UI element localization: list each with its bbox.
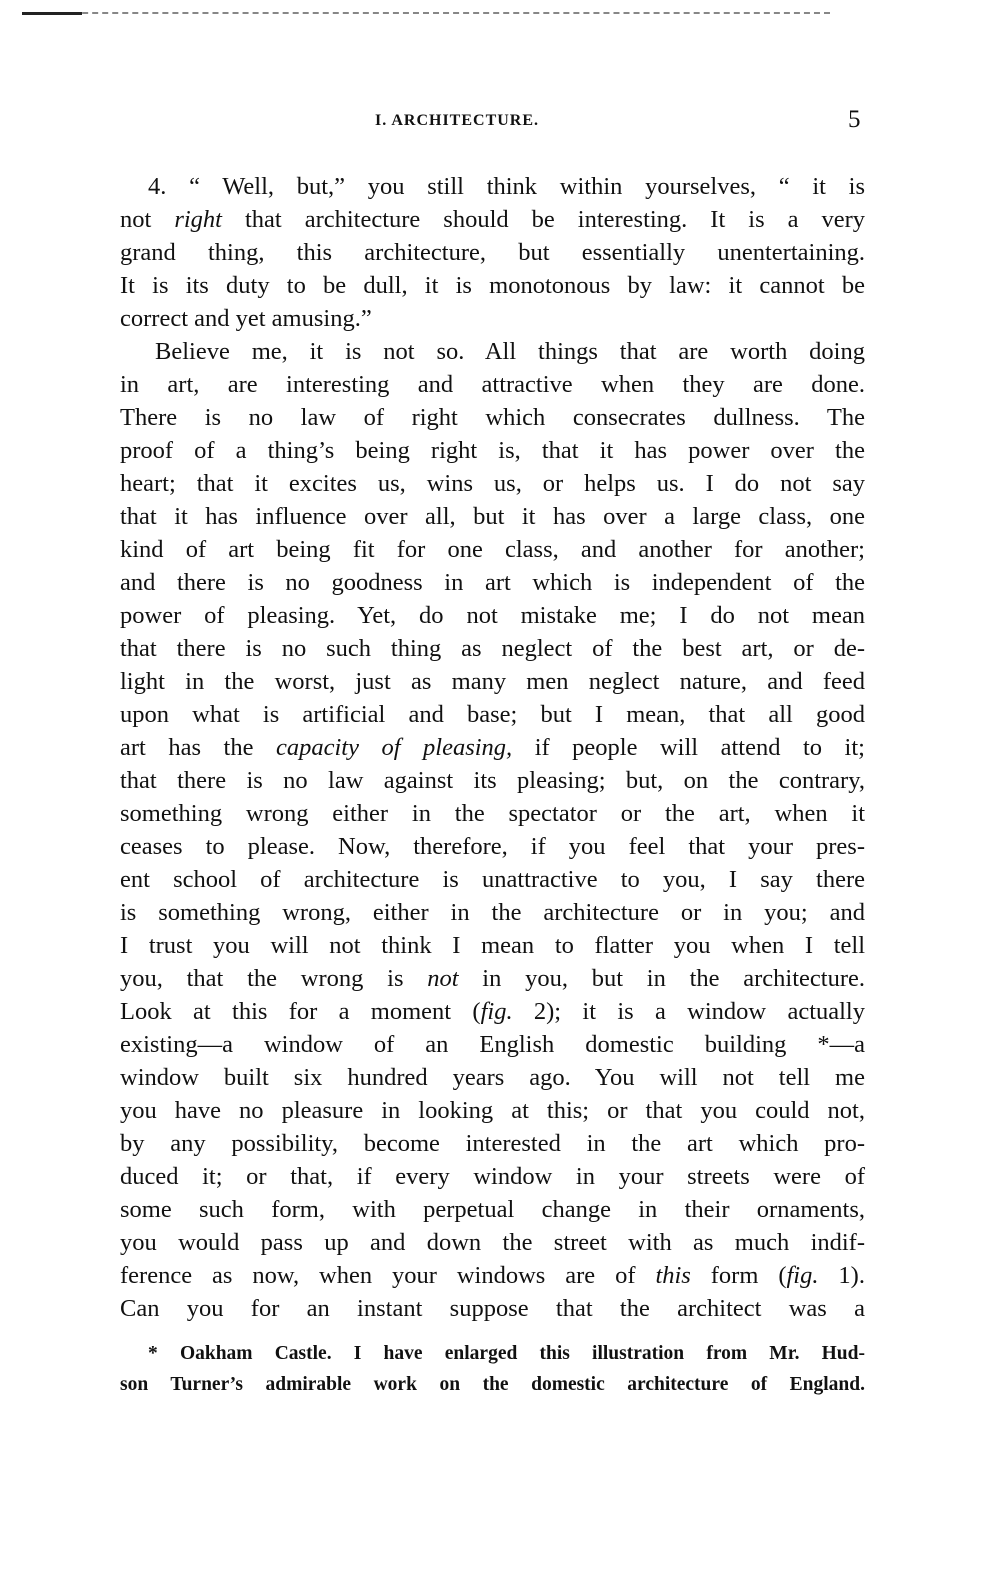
text-segment: 2); it is a window actually xyxy=(512,998,865,1025)
text-segment: that there is no law against its pleasing; but, on the contrary, xyxy=(120,767,865,794)
text-segment: something wrong either in the spectator or the art, when it xyxy=(120,800,865,827)
text-segment: proof of a thing’s being right is, that it has power over the xyxy=(120,437,865,464)
italic-text: capacity of pleasing, xyxy=(275,734,513,761)
text-segment: light in the worst, just as many men neglect nature, and feed xyxy=(120,668,865,695)
text-segment: art has the xyxy=(120,734,276,761)
text-line xyxy=(120,1160,865,1193)
text-line xyxy=(120,599,865,632)
italic-text: right xyxy=(174,206,222,233)
italic-text: fig. xyxy=(480,998,513,1025)
text-segment: kind of art being fit for one class, and another for another; xyxy=(120,536,865,563)
text-segment: in art, are interesting and attractive when they are done. xyxy=(120,371,865,398)
text-line xyxy=(120,401,865,434)
text-line xyxy=(120,302,865,335)
text-segment: correct and yet amusing.” xyxy=(120,305,372,332)
text-segment: form ( xyxy=(690,1262,787,1289)
text-segment: power of pleasing. Yet, do not mistake me; I do not mean xyxy=(120,602,865,629)
text-segment: if people will attend to it; xyxy=(512,734,865,761)
text-line xyxy=(120,797,865,830)
text-segment: that it has influence over all, but it has over a large class, one xyxy=(120,503,865,530)
footnote-line xyxy=(120,1338,865,1369)
text-segment: you have no pleasure in looking at this; or that you could not, xyxy=(120,1097,865,1124)
text-segment: ceases to please. Now, therefore, if you feel that your pres- xyxy=(120,833,865,860)
text-segment: in you, but in the architecture. xyxy=(458,965,865,992)
scan-artifact-line xyxy=(22,12,830,14)
text-segment: I trust you will not think I mean to flatter you when I tell xyxy=(120,932,865,959)
text-segment: Can you for an instant suppose that the architect was a xyxy=(120,1295,865,1322)
text-line xyxy=(120,434,865,467)
text-line xyxy=(120,1094,865,1127)
text-segment: by any possibility, become interested in the art which pro- xyxy=(120,1130,865,1157)
text-line xyxy=(120,566,865,599)
text-line xyxy=(120,500,865,533)
text-segment: is something wrong, either in the architecture or in you; and xyxy=(120,899,865,926)
scan-artifact-mark xyxy=(22,12,82,15)
text-line xyxy=(120,863,865,896)
body-text xyxy=(120,170,865,1325)
text-line xyxy=(120,764,865,797)
italic-text: fig. xyxy=(786,1262,819,1289)
text-line xyxy=(120,962,865,995)
text-segment: upon what is artificial and base; but I mean, that all good xyxy=(120,701,865,728)
text-line xyxy=(120,203,865,236)
text-line xyxy=(120,1259,865,1292)
text-segment: grand thing, this architecture, but essentially unentertaining. xyxy=(120,239,865,266)
text-line xyxy=(120,929,865,962)
text-segment: not xyxy=(120,206,175,233)
text-segment: ent school of architecture is unattractive to you, I say there xyxy=(120,866,865,893)
text-segment: Look at this for a moment ( xyxy=(120,998,481,1025)
text-line xyxy=(120,632,865,665)
text-segment: and there is no goodness in art which is independent of the xyxy=(120,569,865,596)
page-number: 5 xyxy=(848,106,861,133)
text-segment: Believe me, it is not so. All things that are worth doing xyxy=(155,338,865,365)
text-line xyxy=(120,1061,865,1094)
text-line xyxy=(120,1028,865,1061)
text-segment: heart; that it excites us, wins us, or helps us. I do not say xyxy=(120,470,865,497)
text-line xyxy=(120,665,865,698)
text-segment: son Turner’s admirable work on the domestic architecture of England. xyxy=(120,1374,865,1395)
text-line xyxy=(120,368,865,401)
text-line xyxy=(120,1127,865,1160)
text-line xyxy=(120,533,865,566)
chapter-title: I. ARCHITECTURE. xyxy=(375,112,540,129)
text-line xyxy=(120,269,865,302)
text-line xyxy=(120,698,865,731)
italic-text: this xyxy=(655,1262,691,1289)
text-segment: you would pass up and down the street with as much indif- xyxy=(120,1229,865,1256)
text-segment: 1). xyxy=(818,1262,865,1289)
text-line xyxy=(120,731,865,764)
text-line xyxy=(120,1226,865,1259)
text-segment: some such form, with perpetual change in their ornaments, xyxy=(120,1196,865,1223)
text-segment: ference as now, when your windows are of xyxy=(120,1262,656,1289)
text-segment: It is its duty to be dull, it is monotonous by law: it cannot be xyxy=(120,272,865,299)
footnote xyxy=(120,1338,865,1400)
text-segment: There is no law of right which consecrates dullness. The xyxy=(120,404,865,431)
text-segment: you, that the wrong is xyxy=(120,965,428,992)
text-line xyxy=(120,467,865,500)
text-line xyxy=(120,995,865,1028)
text-segment: 4. “ Well, but,” you still think within yourselves, “ it is xyxy=(148,173,865,200)
text-line xyxy=(120,170,865,203)
text-line xyxy=(120,1193,865,1226)
text-line xyxy=(120,896,865,929)
text-segment: existing—a window of an English domestic building *—a xyxy=(120,1031,865,1058)
footnote-line xyxy=(120,1369,865,1400)
text-line xyxy=(120,335,865,368)
text-segment: * Oakham Castle. I have enlarged this illustration from Mr. Hud- xyxy=(148,1343,865,1364)
text-line xyxy=(120,830,865,863)
text-line xyxy=(120,1292,865,1325)
text-segment: duced it; or that, if every window in your streets were of xyxy=(120,1163,865,1190)
text-segment: that architecture should be interesting. It is a very xyxy=(221,206,865,233)
text-segment: that there is no such thing as neglect of the best art, or de- xyxy=(120,635,865,662)
text-segment: window built six hundred years ago. You will not tell me xyxy=(120,1064,865,1091)
text-line xyxy=(120,236,865,269)
italic-text: not xyxy=(427,965,459,992)
